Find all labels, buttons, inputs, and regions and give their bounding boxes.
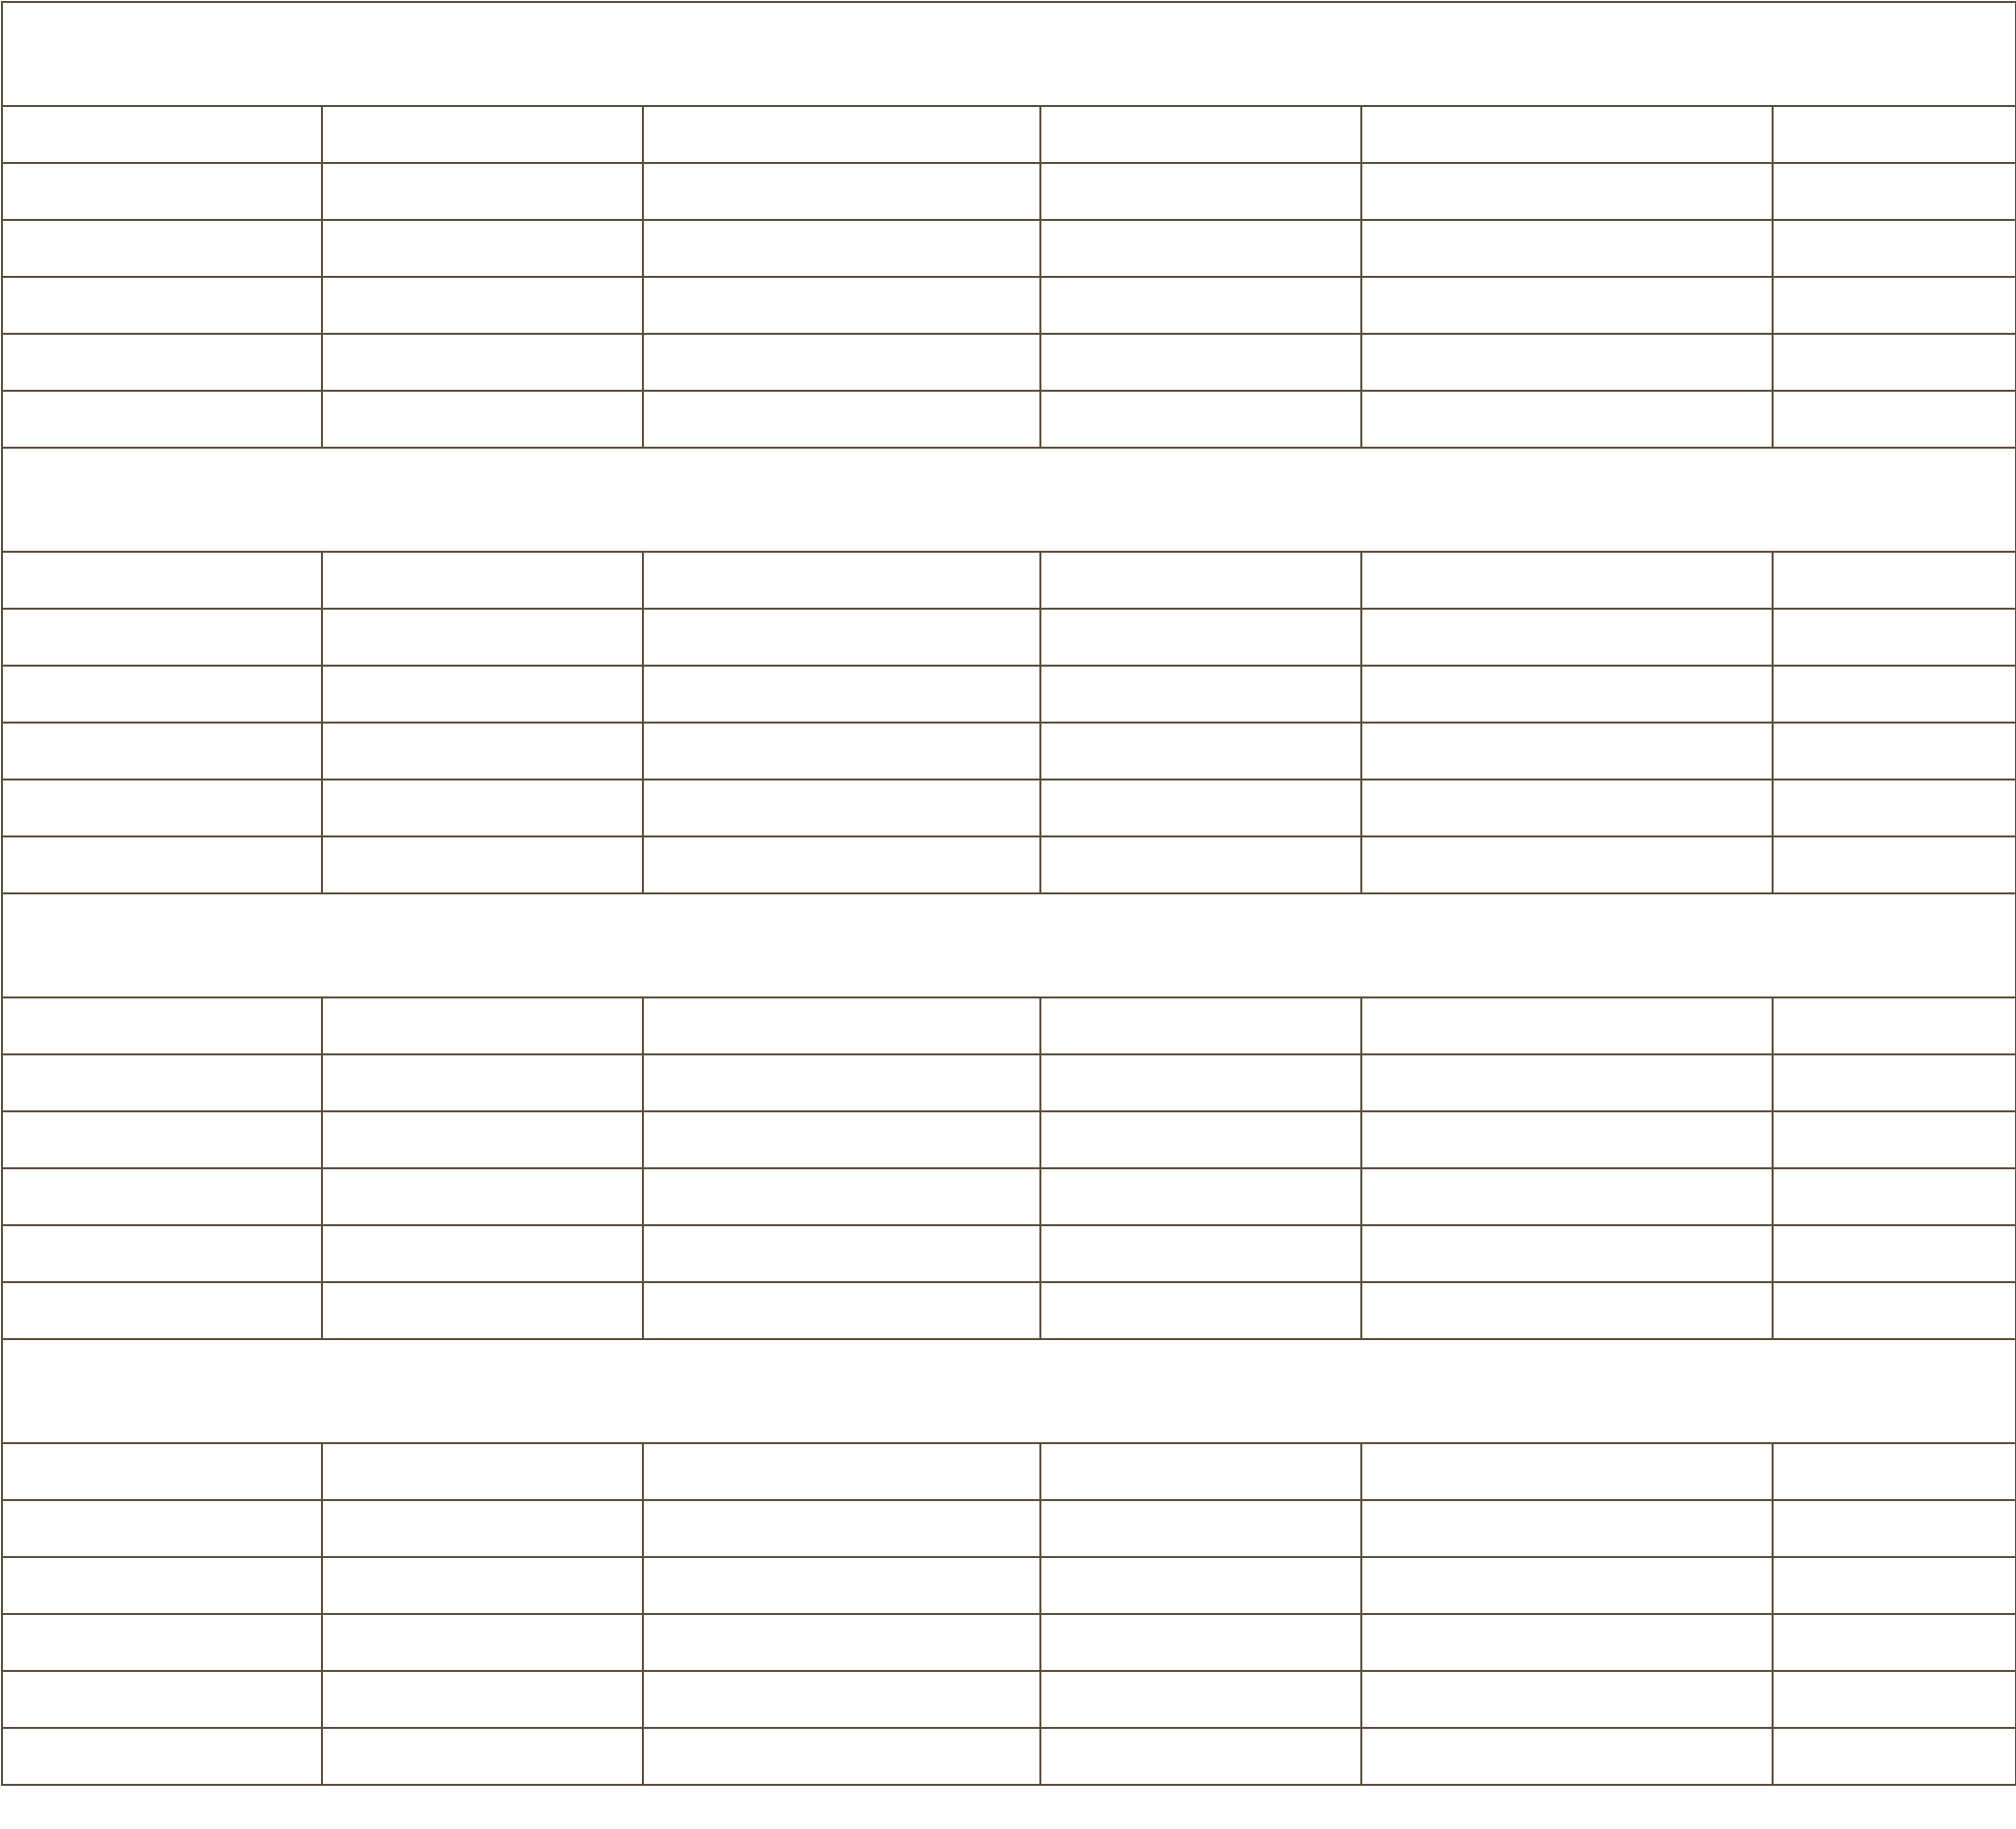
table-cell (1040, 1500, 1361, 1557)
section-header-cell (2, 1339, 2016, 1443)
table-cell (1040, 836, 1361, 893)
table-cell (1361, 997, 1773, 1054)
empty-table (1, 1, 2016, 1786)
table-cell (322, 1614, 643, 1671)
table-cell (1773, 836, 2016, 893)
table-cell (2, 391, 322, 448)
table-cell (1040, 106, 1361, 163)
table-cell (643, 1443, 1040, 1500)
table-cell (643, 780, 1040, 836)
table-cell (322, 1168, 643, 1225)
table-cell (643, 609, 1040, 666)
table-cell (1773, 780, 2016, 836)
table-body (2, 2, 2016, 1785)
table-cell (2, 1054, 322, 1111)
table-cell (1040, 163, 1361, 220)
table-cell (1361, 1054, 1773, 1111)
table-row (2, 1614, 2016, 1671)
table-cell (1040, 1728, 1361, 1785)
table-cell (643, 1557, 1040, 1614)
table-cell (322, 277, 643, 334)
table-cell (643, 836, 1040, 893)
table-cell (1040, 277, 1361, 334)
table-cell (1040, 1557, 1361, 1614)
table-row (2, 552, 2016, 609)
table-cell (1361, 1111, 1773, 1168)
section-header-cell (2, 448, 2016, 552)
table-row (2, 1168, 2016, 1225)
table-cell (322, 1671, 643, 1728)
table-cell (1773, 334, 2016, 391)
table-cell (1361, 609, 1773, 666)
table-cell (1361, 1728, 1773, 1785)
table-cell (643, 1054, 1040, 1111)
table-cell (643, 1282, 1040, 1339)
table-cell (1361, 220, 1773, 277)
table-cell (2, 552, 322, 609)
table-row (2, 334, 2016, 391)
table-cell (1040, 1614, 1361, 1671)
table-cell (322, 391, 643, 448)
table-cell (643, 1111, 1040, 1168)
section-header-row (2, 1339, 2016, 1443)
table-cell (2, 723, 322, 780)
table-cell (2, 1282, 322, 1339)
table-cell (322, 220, 643, 277)
table-cell (1773, 1168, 2016, 1225)
table-row (2, 609, 2016, 666)
table-cell (1040, 1168, 1361, 1225)
table-cell (2, 1728, 322, 1785)
table-cell (1773, 666, 2016, 723)
table-cell (1361, 1557, 1773, 1614)
table-cell (1040, 997, 1361, 1054)
table-cell (322, 1728, 643, 1785)
table-cell (2, 220, 322, 277)
table-row (2, 1225, 2016, 1282)
table-cell (2, 666, 322, 723)
table-cell (322, 1054, 643, 1111)
table-row (2, 1500, 2016, 1557)
table-cell (322, 1557, 643, 1614)
table-cell (2, 1500, 322, 1557)
table-cell (322, 1282, 643, 1339)
table-cell (1361, 1225, 1773, 1282)
table-cell (1040, 1282, 1361, 1339)
table-cell (2, 1225, 322, 1282)
table-cell (643, 1614, 1040, 1671)
table-cell (1361, 1282, 1773, 1339)
table-row (2, 1111, 2016, 1168)
table-cell (1773, 1054, 2016, 1111)
table-cell (322, 552, 643, 609)
table-row (2, 836, 2016, 893)
table-cell (1361, 1671, 1773, 1728)
table-cell (1773, 106, 2016, 163)
table-row (2, 666, 2016, 723)
table-cell (1361, 391, 1773, 448)
table-cell (1773, 220, 2016, 277)
table-cell (643, 1728, 1040, 1785)
table-cell (643, 1225, 1040, 1282)
table-cell (2, 780, 322, 836)
table-cell (1040, 552, 1361, 609)
table-cell (643, 666, 1040, 723)
table-cell (643, 552, 1040, 609)
table-row (2, 1054, 2016, 1111)
table-row (2, 391, 2016, 448)
table-cell (1773, 1443, 2016, 1500)
table-cell (1361, 666, 1773, 723)
table-cell (1773, 1111, 2016, 1168)
table-cell (1361, 1443, 1773, 1500)
table-cell (1361, 163, 1773, 220)
table-cell (1773, 609, 2016, 666)
table-cell (643, 1500, 1040, 1557)
table-cell (2, 1557, 322, 1614)
table-cell (1773, 1500, 2016, 1557)
table-cell (1040, 1443, 1361, 1500)
table-cell (1773, 391, 2016, 448)
table-cell (1040, 1054, 1361, 1111)
table-cell (2, 1168, 322, 1225)
table-cell (2, 334, 322, 391)
table-cell (643, 1168, 1040, 1225)
table-cell (2, 1614, 322, 1671)
table-cell (1773, 1225, 2016, 1282)
table-row (2, 1282, 2016, 1339)
section-header-row (2, 893, 2016, 997)
table-cell (1040, 1671, 1361, 1728)
table-cell (2, 1443, 322, 1500)
table-cell (643, 1671, 1040, 1728)
table-cell (1361, 277, 1773, 334)
table-cell (1040, 609, 1361, 666)
table-cell (1773, 1614, 2016, 1671)
table-cell (2, 836, 322, 893)
table-cell (1773, 1671, 2016, 1728)
table-cell (1040, 780, 1361, 836)
section-header-row (2, 2, 2016, 106)
table-cell (1773, 163, 2016, 220)
table-cell (1361, 1500, 1773, 1557)
table-cell (322, 1225, 643, 1282)
table-row (2, 723, 2016, 780)
table-cell (1361, 723, 1773, 780)
table-cell (1040, 1225, 1361, 1282)
table-cell (1361, 334, 1773, 391)
table-cell (2, 1111, 322, 1168)
table-cell (1773, 723, 2016, 780)
table-cell (322, 997, 643, 1054)
table-cell (643, 723, 1040, 780)
table-cell (322, 1500, 643, 1557)
table-cell (1361, 836, 1773, 893)
table-cell (1361, 1614, 1773, 1671)
table-cell (2, 277, 322, 334)
table-cell (1040, 1111, 1361, 1168)
table-cell (643, 277, 1040, 334)
table-row (2, 780, 2016, 836)
table-cell (1040, 334, 1361, 391)
table-cell (1773, 997, 2016, 1054)
table-cell (1040, 220, 1361, 277)
table-row (2, 163, 2016, 220)
table-cell (1361, 106, 1773, 163)
table-cell (643, 997, 1040, 1054)
table-cell (1773, 1557, 2016, 1614)
table-cell (643, 334, 1040, 391)
section-header-row (2, 448, 2016, 552)
table-row (2, 997, 2016, 1054)
table-cell (1361, 1168, 1773, 1225)
table-cell (322, 666, 643, 723)
table-cell (2, 163, 322, 220)
table-row (2, 106, 2016, 163)
table-cell (322, 334, 643, 391)
table-cell (1361, 780, 1773, 836)
table-cell (322, 1111, 643, 1168)
table-cell (322, 163, 643, 220)
table-cell (322, 723, 643, 780)
table-cell (1361, 552, 1773, 609)
table-cell (643, 391, 1040, 448)
section-header-cell (2, 2, 2016, 106)
table-cell (1773, 1728, 2016, 1785)
table-row (2, 1443, 2016, 1500)
table-cell (2, 106, 322, 163)
table-row (2, 1728, 2016, 1785)
table-cell (322, 106, 643, 163)
table-cell (2, 609, 322, 666)
table-cell (643, 106, 1040, 163)
table-cell (1040, 723, 1361, 780)
table-cell (1040, 666, 1361, 723)
table-cell (643, 163, 1040, 220)
table-cell (322, 836, 643, 893)
table-cell (2, 1671, 322, 1728)
table-row (2, 1671, 2016, 1728)
table-row (2, 277, 2016, 334)
table-row (2, 220, 2016, 277)
section-header-cell (2, 893, 2016, 997)
table-cell (1040, 391, 1361, 448)
table-cell (322, 1443, 643, 1500)
table-cell (643, 220, 1040, 277)
table-cell (2, 997, 322, 1054)
table-cell (1773, 277, 2016, 334)
table-cell (1773, 552, 2016, 609)
table-cell (1773, 1282, 2016, 1339)
table-cell (322, 780, 643, 836)
table-cell (322, 609, 643, 666)
table-row (2, 1557, 2016, 1614)
